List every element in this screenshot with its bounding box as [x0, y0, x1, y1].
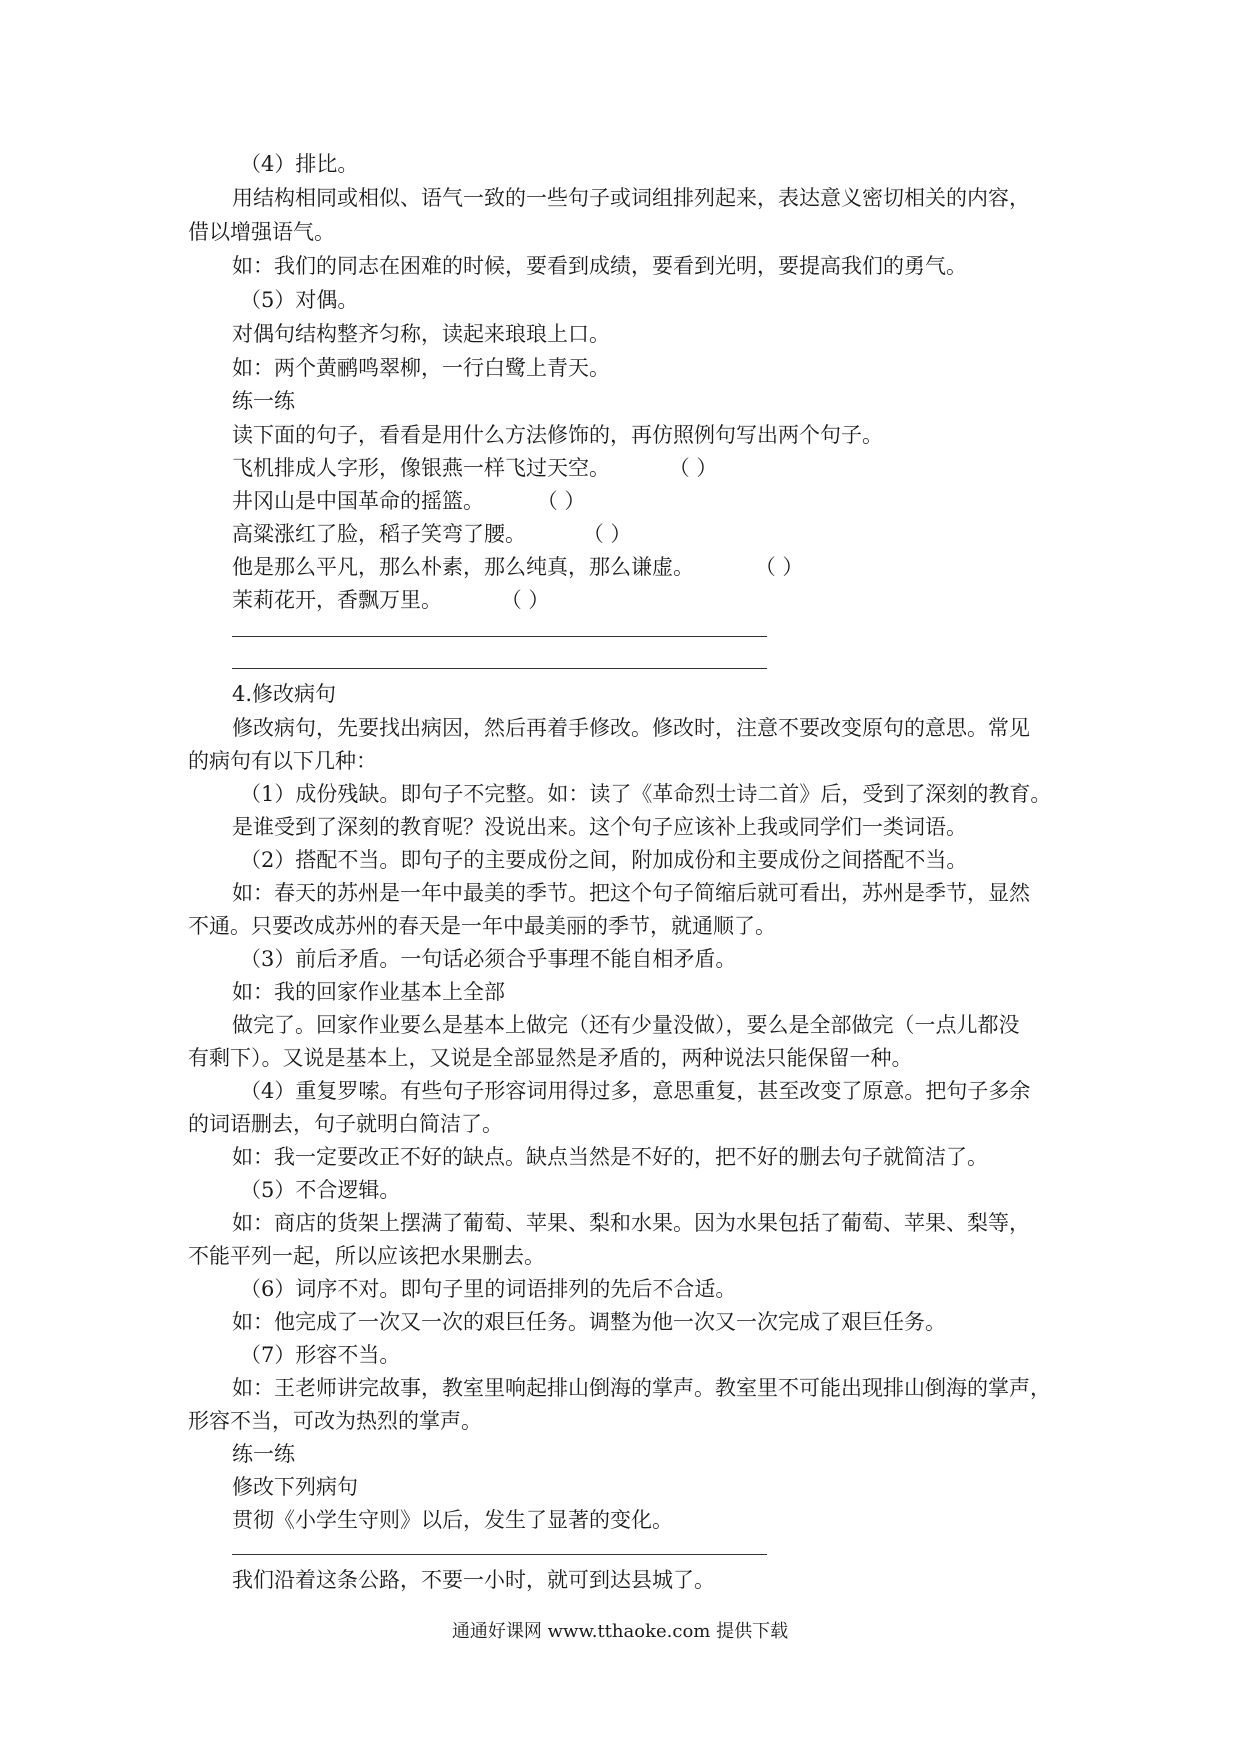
parallelism-desc-line-2: 借以增强语气。: [188, 220, 335, 244]
answer-line-1[interactable]: [232, 636, 767, 637]
sick-line: （7）形容不当。: [240, 1343, 401, 1367]
antithesis-example: 如：两个黄鹂鸣翠柳，一行白鹭上青天。: [232, 356, 610, 380]
answer-blank[interactable]: （ ）: [536, 489, 586, 513]
answer-blank[interactable]: （ ）: [754, 555, 804, 579]
sick-line: 做完了。回家作业要么是基本上做完（还有少量没做），要么是全部做完（一点儿都没: [232, 1013, 1020, 1037]
sick-intro-line-2: 的病句有以下几种：: [188, 749, 377, 773]
sick-line: 有剩下）。又说是基本上，又说是全部显然是矛盾的，两种说法只能保留一种。: [188, 1046, 913, 1070]
sick-line: （3）前后矛盾。一句话必须合乎事理不能自相矛盾。: [240, 947, 737, 971]
answer-blank[interactable]: （ ）: [668, 456, 718, 480]
answer-blank[interactable]: （ ）: [500, 588, 550, 612]
heading-antithesis: （5）对偶。: [240, 288, 359, 312]
sick-line: （1）成份残缺。即句子不完整。如：读了《革命烈士诗二首》后，受到了深刻的教育。: [240, 782, 1052, 806]
sick-line: 形容不当，可改为热烈的掌声。: [188, 1409, 482, 1433]
practice-1-item-4: [232, 553, 803, 581]
practice-1-heading: 练一练: [232, 389, 295, 413]
antithesis-desc: 对偶句结构整齐匀称，读起来琅琅上口。: [232, 322, 610, 346]
practice-1-item-2: [232, 487, 585, 515]
sick-line: 如：他完成了一次又一次的艰巨任务。调整为他一次又一次完成了艰巨任务。: [232, 1310, 946, 1334]
sick-line: 不能平列一起，所以应该把水果删去。: [188, 1244, 545, 1268]
sick-intro-line-1: 修改病句，先要找出病因，然后再着手修改。修改时，注意不要改变原句的意思。常见: [232, 716, 1030, 740]
sick-line: 是谁受到了深刻的教育呢？没说出来。这个句子应该补上我或同学们一类词语。: [232, 815, 967, 839]
parallelism-desc-line-1: 用结构相同或相似、语气一致的一些句子或词组排列起来，表达意义密切相关的内容，: [232, 186, 1030, 210]
page-footer: 通通好课网 www.tthaoke.com 提供下载: [451, 1621, 789, 1642]
sick-line: （4）重复罗嗦。有些句子形容词用得过多，意思重复，甚至改变了原意。把句子多余: [240, 1079, 1031, 1103]
answer-line-3[interactable]: [232, 1554, 767, 1555]
practice-1-item-1: [232, 454, 717, 482]
sick-line: （6）词序不对。即句子里的词语排列的先后不合适。: [240, 1277, 737, 1301]
sick-line: 如：王老师讲完故事，教室里响起排山倒海的掌声。教室里不可能出现排山倒海的掌声，: [232, 1376, 1051, 1400]
parallelism-example: 如：我们的同志在困难的时候，要看到成绩，要看到光明，要提高我们的勇气。: [232, 254, 967, 278]
practice-1-instruction: 读下面的句子，看看是用什么方法修饰的，再仿照例句写出两个句子。: [232, 423, 883, 447]
practice-2-item-1: 贯彻《小学生守则》以后，发生了显著的变化。: [232, 1508, 673, 1532]
practice-2-instruction: 修改下列病句: [232, 1475, 358, 1499]
heading-parallelism: （4）排比。: [240, 152, 359, 176]
sick-line: 如：商店的货架上摆满了葡萄、苹果、梨和水果。因为水果包括了葡萄、苹果、梨等，: [232, 1211, 1030, 1235]
practice-2-item-2: 我们沿着这条公路，不要一小时，就可到达县城了。: [232, 1568, 715, 1592]
practice-item-text: 井冈山是中国革命的摇篮。: [232, 489, 484, 513]
answer-line-2[interactable]: [232, 668, 767, 669]
practice-item-text: 高粱涨红了脸，稻子笑弯了腰。: [232, 522, 526, 546]
practice-2-heading: 练一练: [232, 1442, 295, 1466]
practice-item-text: 飞机排成人字形，像银燕一样飞过天空。: [232, 456, 610, 480]
sick-line: 不通。只要改成苏州的春天是一年中最美丽的季节，就通顺了。: [188, 914, 776, 938]
practice-item-text: 茉莉花开，香飘万里。: [232, 588, 442, 612]
sick-line: 如：我一定要改正不好的缺点。缺点当然是不好的，把不好的删去句子就简洁了。: [232, 1145, 988, 1169]
answer-blank[interactable]: （ ）: [582, 522, 632, 546]
practice-1-item-5: [232, 586, 549, 614]
sick-line: 如：我的回家作业基本上全部: [232, 980, 505, 1004]
practice-item-text: 他是那么平凡，那么朴素，那么纯真，那么谦虚。: [232, 555, 694, 579]
practice-1-item-3: [232, 520, 631, 548]
sick-line: （2）搭配不当。即句子的主要成份之间，附加成份和主要成份之间搭配不当。: [240, 848, 968, 872]
heading-sick-sentences: 4.修改病句: [232, 682, 337, 706]
sick-line: 的词语删去，句子就明白简洁了。: [188, 1112, 503, 1136]
sick-line: （5）不合逻辑。: [240, 1178, 401, 1202]
sick-line: 如：春天的苏州是一年中最美的季节。把这个句子简缩后就可看出，苏州是季节，显然: [232, 881, 1030, 905]
